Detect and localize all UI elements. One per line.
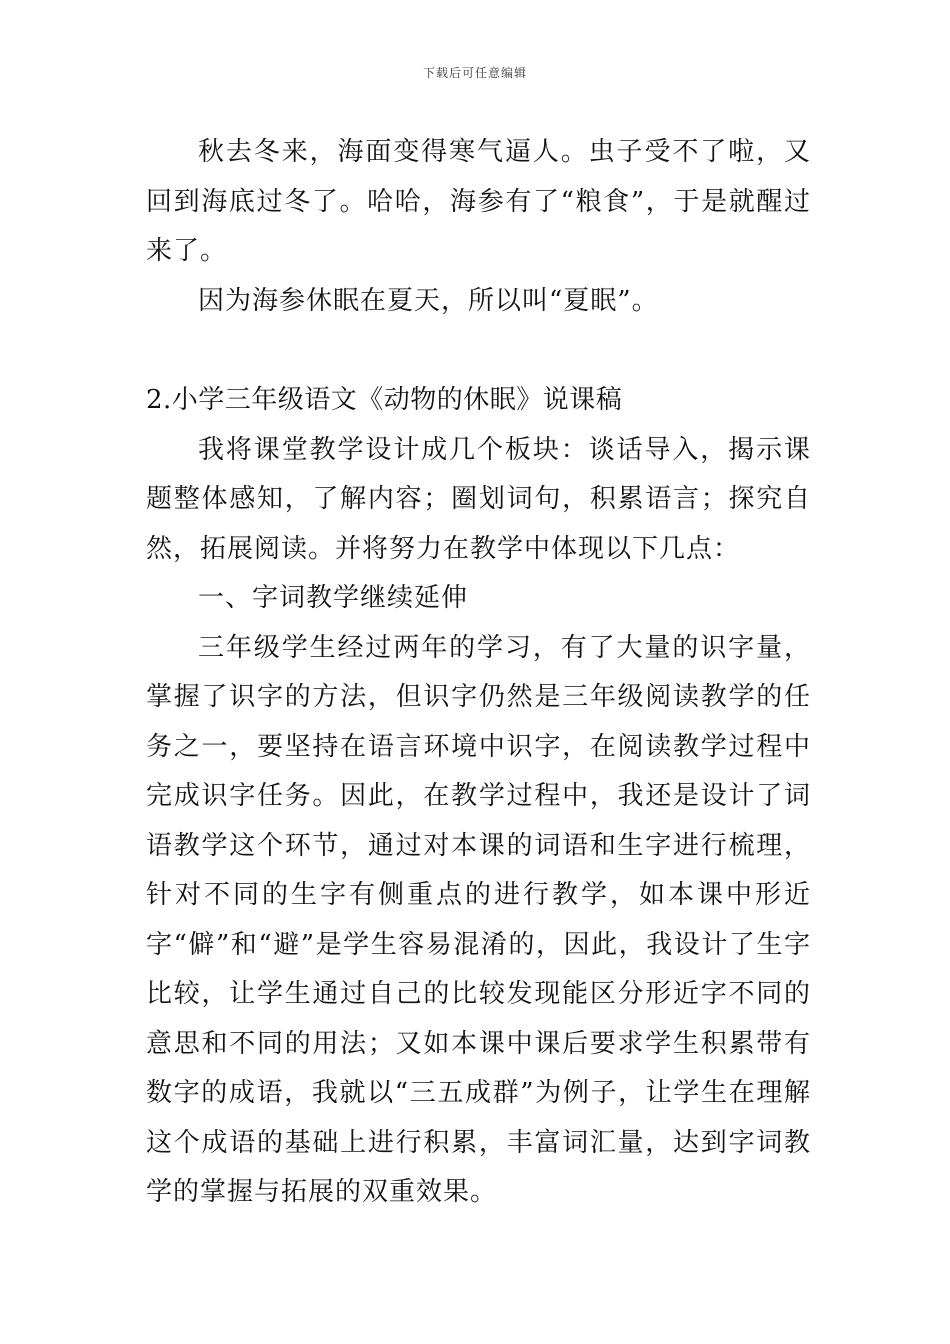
section-title: 2.小学三年级语文《动物的休眠》说课稿: [146, 385, 623, 415]
paragraph-vocabulary-details: 三年级学生经过两年的学习，有了大量的识字量，掌握了识字的方法，但识字仍然是三年级阅读教学的任务之一，要坚持在语言环境中识字，在阅读教学过程中完成识字任务。因此，在教学过程中，我还是设计了词语教学这个环节，通过对本课的词语和生字进行梳理，针对不同的生字有侧重点的进行教学，如本课中形近字“僻”和“避”是学生容易混淆的，因此，我设计了生字比较，让学生通过自己的比较发现能区分形近字不同的意思和不同的用法；又如本课中课后要求学生积累带有数字的成语，我就以“三五成群”为例子，让学生在理解这个成语的基础上进行积累，丰富词汇量，达到字词教学的掌握与拓展的双重效果。: [146, 632, 811, 1207]
paragraph-summer-dormancy: 因为海参休眠在夏天，所以叫“夏眠”。: [198, 285, 659, 316]
paragraph-sea-cucumber-wakes: 秋去冬来，海面变得寒气逼人。虫子受不了啦，又回到海底过冬了。哈哈，海参有了“粮食”，于是就醒过来了。: [146, 137, 811, 266]
page-header: 下载后可任意编辑: [422, 66, 527, 80]
document-body: [146, 128, 811, 1218]
section-spacer: [146, 326, 811, 376]
subheading-vocabulary-teaching: 一、字词教学继续延伸: [198, 583, 469, 613]
paragraph-lesson-design: 我将课堂教学设计成几个板块：谈话导入，揭示课题整体感知，了解内容；圈划词句，积累语言；探究自然，拓展阅读。并将努力在教学中体现以下几点：: [146, 434, 811, 564]
